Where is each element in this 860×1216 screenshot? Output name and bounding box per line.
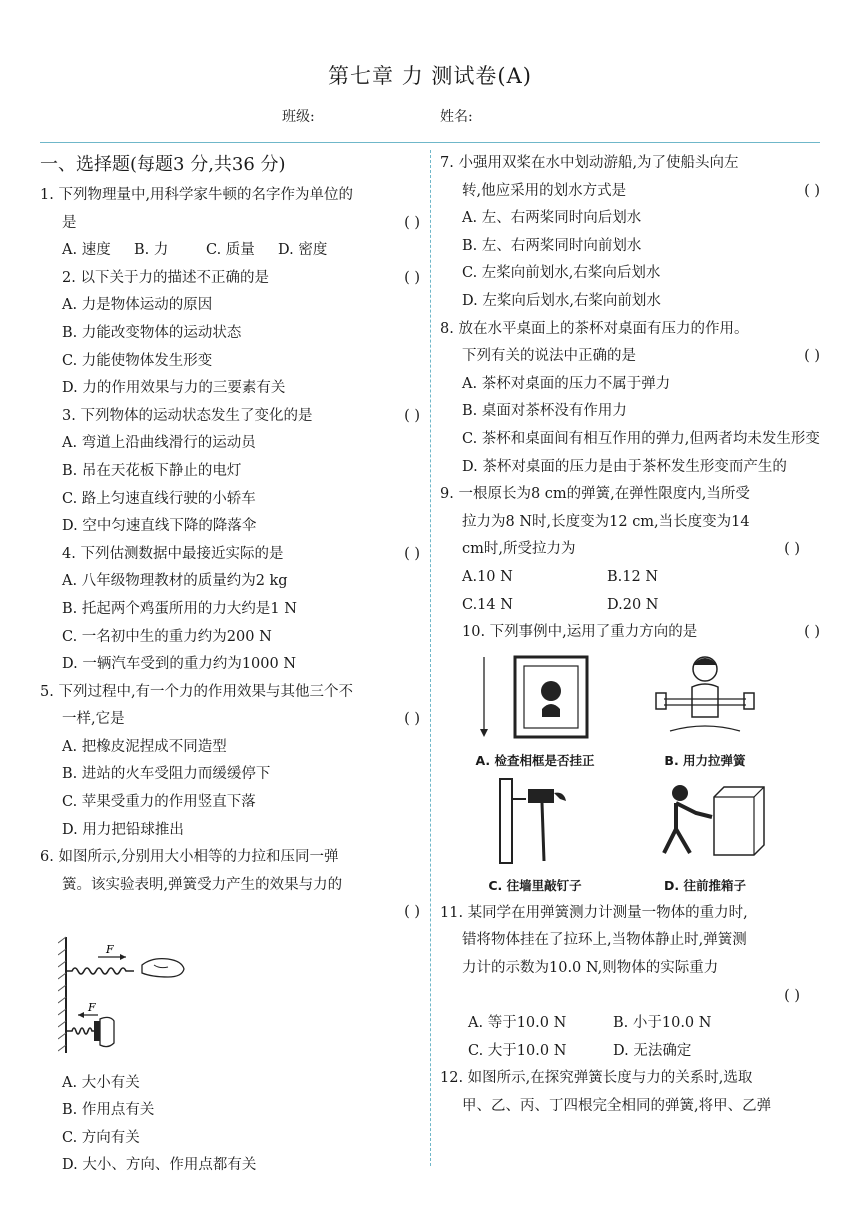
q1-option-a: A. 速度 bbox=[62, 242, 111, 259]
question-12-line1: 12. 如图所示,在探究弹簧长度与力的关系时,选取 bbox=[440, 1070, 753, 1087]
answer-paren: ( ) bbox=[404, 904, 420, 921]
q11-option-d: D. 无法确定 bbox=[613, 1042, 692, 1059]
push-box-figure bbox=[630, 775, 780, 865]
question-2-line1: 2. 以下关于力的描述不正确的是 bbox=[62, 269, 269, 286]
answer-paren: ( ) bbox=[404, 407, 420, 424]
q3-option-a: A. 弯道上沿曲线滑行的运动员 bbox=[62, 435, 256, 452]
q5-option-b: B. 进站的火车受阻力而缓缓停下 bbox=[62, 766, 271, 783]
q7-option-d: D. 左桨向后划水,右桨向前划水 bbox=[462, 292, 661, 309]
q5-option-d: D. 用力把铅球推出 bbox=[62, 821, 184, 838]
q8-option-d: D. 茶杯对桌面的压力是由于茶杯发生形变而产生的 bbox=[462, 458, 787, 475]
class-label: 班级: bbox=[282, 109, 315, 125]
question-3-line1: 3. 下列物体的运动状态发生了变化的是 bbox=[62, 407, 313, 424]
question-6 bbox=[40, 844, 420, 1180]
q4-option-d: D. 一辆汽车受到的重力约为1000 N bbox=[62, 656, 297, 673]
answer-paren: ( ) bbox=[804, 348, 820, 365]
answer-paren: ( ) bbox=[784, 987, 800, 1004]
q10-caption-b: B. 用力拉弹簧 bbox=[664, 753, 746, 769]
pull-spring-figure bbox=[630, 651, 780, 741]
question-4 bbox=[40, 541, 420, 679]
answer-paren: ( ) bbox=[404, 545, 420, 562]
q11-option-a: A. 等于10.0 N bbox=[468, 1015, 567, 1032]
q4-option-b: B. 托起两个鸡蛋所用的力大约是1 N bbox=[62, 600, 297, 617]
header-rule bbox=[40, 142, 820, 143]
q3-option-b: B. 吊在天花板下静止的电灯 bbox=[62, 462, 242, 479]
question-11-line1: 11. 某同学在用弹簧测力计测量一物体的重力时, bbox=[440, 904, 748, 921]
question-11 bbox=[440, 900, 820, 1066]
hammer-nail-figure bbox=[460, 775, 610, 865]
question-10 bbox=[440, 619, 820, 896]
q10-caption-c: C. 往墙里敲钉子 bbox=[488, 877, 582, 893]
question-9-line1: 9. 一根原长为8 cm的弹簧,在弹性限度内,当所受 bbox=[440, 486, 750, 503]
q8-option-c: C. 茶杯和桌面间有相互作用的弹力,但两者均未发生形变 bbox=[462, 430, 820, 447]
question-7 bbox=[440, 150, 820, 316]
question-7-line1: 7. 小强用双桨在水中划动游船,为了使船头向左 bbox=[440, 155, 739, 171]
q2-option-c: C. 力能使物体发生形变 bbox=[62, 352, 213, 369]
question-1-line1: 1. 下列物理量中,用科学家牛顿的名字作为单位的 bbox=[40, 187, 354, 203]
question-6-line2: 簧。该实验表明,弹簧受力产生的效果与力的 bbox=[62, 876, 343, 893]
q9-option-d: D.20 N bbox=[607, 596, 659, 613]
answer-paren: ( ) bbox=[404, 214, 420, 231]
answer-paren: ( ) bbox=[404, 269, 420, 286]
question-12-line2: 甲、乙、丙、丁四根完全相同的弹簧,将甲、乙弹 bbox=[462, 1098, 772, 1115]
question-5-line1: 5. 下列过程中,有一个力的作用效果与其他三个不 bbox=[40, 683, 354, 700]
question-7-line2: 转,他应采用的划水方式是 bbox=[462, 182, 627, 199]
section-title: 一、选择题(每题3 分,共36 分) bbox=[40, 154, 286, 175]
answer-paren: ( ) bbox=[784, 541, 800, 558]
answer-paren: ( ) bbox=[804, 624, 820, 641]
q4-option-a: A. 八年级物理教材的质量约为2 kg bbox=[62, 573, 288, 590]
question-5 bbox=[40, 679, 420, 845]
q7-option-a: A. 左、右两桨同时向后划水 bbox=[462, 210, 642, 227]
q4-option-c: C. 一名初中生的重力约为200 N bbox=[62, 628, 272, 645]
question-3 bbox=[40, 403, 420, 541]
q9-option-a: A.10 N bbox=[462, 568, 513, 585]
q7-option-c: C. 左桨向前划水,右桨向后划水 bbox=[462, 265, 661, 282]
q8-option-b: B. 桌面对茶杯没有作用力 bbox=[462, 403, 627, 420]
q8-option-a: A. 茶杯对桌面的压力不属于弹力 bbox=[462, 375, 671, 392]
question-9 bbox=[440, 481, 820, 619]
question-8 bbox=[440, 316, 820, 482]
question-10-line1: 10. 下列事例中,运用了重力方向的是 bbox=[462, 624, 698, 641]
question-11-line2: 错将物体挂在了拉环上,当物体静止时,弹簧测 bbox=[462, 932, 747, 949]
force-label-f: F bbox=[106, 943, 114, 957]
question-2 bbox=[40, 265, 420, 403]
q1-option-d: D. 密度 bbox=[278, 242, 328, 259]
right-column bbox=[440, 150, 820, 1121]
q11-option-b: B. 小于10.0 N bbox=[613, 1015, 712, 1032]
q3-option-c: C. 路上匀速直线行驶的小轿车 bbox=[62, 490, 256, 507]
q2-option-b: B. 力能改变物体的运动状态 bbox=[62, 324, 242, 341]
q2-option-a: A. 力是物体运动的原因 bbox=[62, 297, 213, 314]
question-4-line1: 4. 下列估测数据中最接近实际的是 bbox=[62, 545, 284, 562]
q10-caption-d: D. 往前推箱子 bbox=[664, 877, 746, 893]
gravity-figures bbox=[450, 651, 820, 896]
q6-option-a: A. 大小有关 bbox=[62, 1074, 140, 1091]
q9-option-c: C.14 N bbox=[462, 596, 513, 613]
q7-option-b: B. 左、右两桨同时向前划水 bbox=[462, 237, 642, 254]
q6-option-d: D. 大小、方向、作用点都有关 bbox=[62, 1157, 257, 1174]
question-1 bbox=[40, 182, 420, 265]
q6-option-c: C. 方向有关 bbox=[62, 1129, 140, 1146]
q2-option-d: D. 力的作用效果与力的三要素有关 bbox=[62, 380, 286, 397]
question-8-line1: 8. 放在水平桌面上的茶杯对桌面有压力的作用。 bbox=[440, 320, 749, 337]
answer-paren: ( ) bbox=[404, 711, 420, 728]
q11-option-c: C. 大于10.0 N bbox=[468, 1042, 567, 1059]
spring-figure bbox=[58, 935, 198, 1055]
q5-option-c: C. 苹果受重力的作用竖直下落 bbox=[62, 794, 256, 811]
question-11-line3: 力计的示数为10.0 N,则物体的实际重力 bbox=[462, 960, 719, 977]
answer-paren: ( ) bbox=[804, 182, 820, 199]
q10-caption-a: A. 检查相框是否挂正 bbox=[475, 753, 595, 769]
column-divider bbox=[430, 150, 431, 1166]
question-1-line2: 是 bbox=[62, 214, 77, 231]
question-9-line2: 拉力为8 N时,长度变为12 cm,当长度变为14 bbox=[462, 513, 750, 530]
question-8-line2: 下列有关的说法中正确的是 bbox=[462, 348, 636, 365]
question-12 bbox=[440, 1065, 820, 1120]
q1-option-b: B. 力 bbox=[134, 242, 169, 259]
q5-option-a: A. 把橡皮泥捏成不同造型 bbox=[62, 738, 227, 755]
q9-option-b: B.12 N bbox=[607, 568, 659, 585]
question-5-line2: 一样,它是 bbox=[62, 711, 125, 728]
page-title: 第七章 力 测试卷(A) bbox=[328, 64, 532, 88]
name-label: 姓名: bbox=[440, 109, 473, 125]
q6-option-b: B. 作用点有关 bbox=[62, 1102, 155, 1119]
question-6-line1: 6. 如图所示,分别用大小相等的力拉和压同一弹 bbox=[40, 849, 339, 866]
q1-option-c: C. 质量 bbox=[206, 242, 255, 259]
question-9-line3: cm时,所受拉力为 bbox=[462, 541, 576, 558]
q3-option-d: D. 空中匀速直线下降的降落伞 bbox=[62, 518, 257, 535]
picture-frame-figure bbox=[460, 651, 610, 741]
force-label-f: F bbox=[88, 1001, 96, 1015]
left-column bbox=[40, 150, 420, 1180]
